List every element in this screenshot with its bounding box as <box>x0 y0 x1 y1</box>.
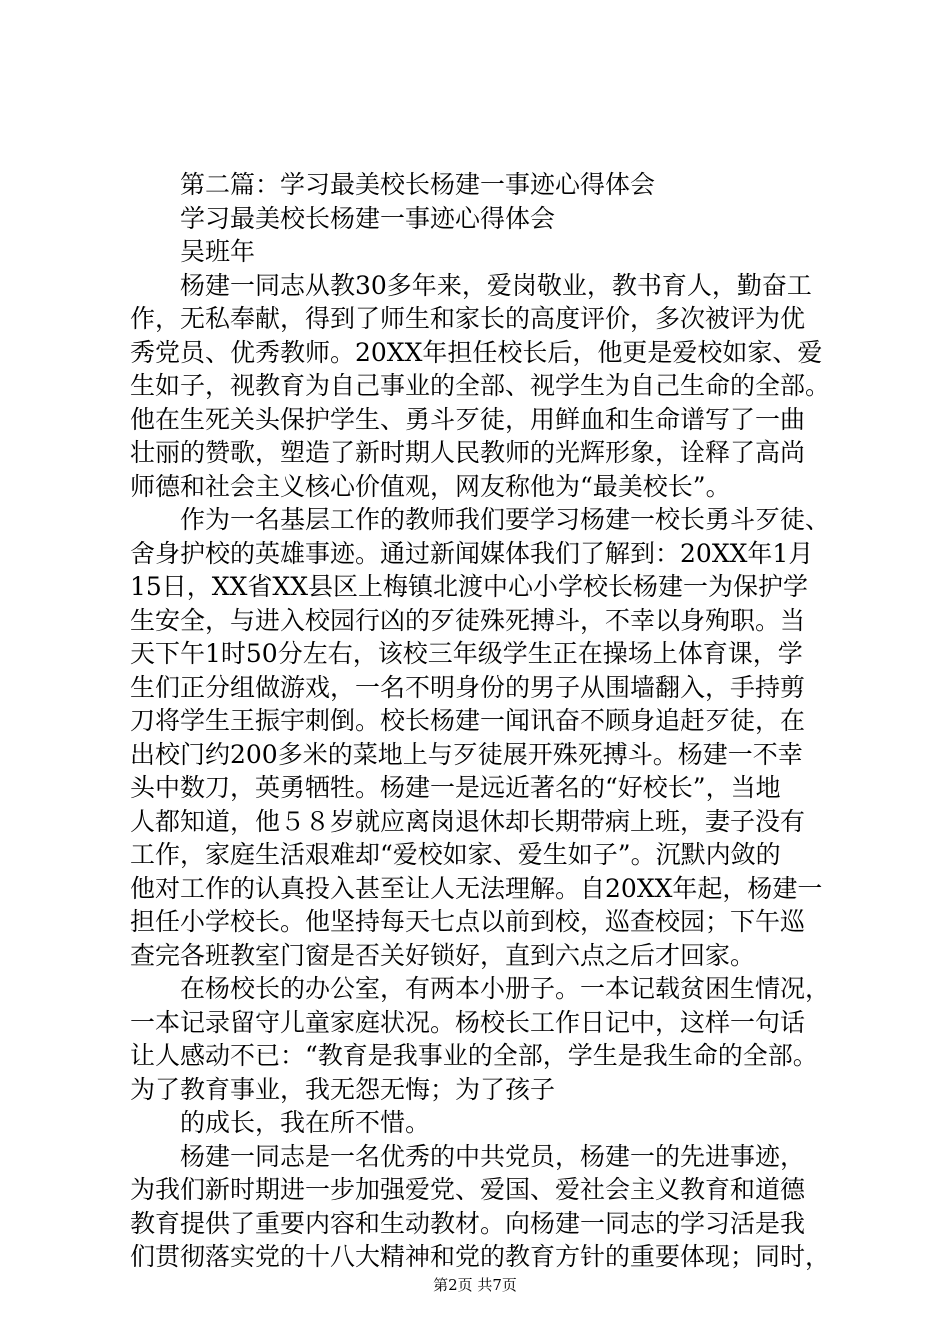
text-line: 他对工作的认真投入甚至让人无法理解。自20XX年起，杨建一 <box>130 873 823 903</box>
text-line: 担任小学校长。他坚持每天七点以前到校，巡查校园；下午巡 <box>130 907 806 936</box>
text-line: 作为一名基层工作的教师我们要学习杨建一校长勇斗歹徒、 <box>130 505 831 534</box>
text-line: 秀党员、优秀教师。20XX年担任校长后，他更是爱校如家、爱 <box>130 337 823 367</box>
text-line: 让人感动不已：“教育是我事业的全部，学生是我生命的全部。 <box>130 1041 818 1070</box>
text-line: 壮丽的赞歌，塑造了新时期人民教师的光辉形象，诠释了高尚 <box>130 438 806 467</box>
text-line: 教育提供了重要内容和生动教材。向杨建一同志的学习活是我 <box>130 1208 806 1238</box>
text-line: 师德和社会主义核心价值观，网友称他为“最美校长”。 <box>130 471 731 501</box>
author-line: 吴班年 <box>130 237 256 266</box>
heading-line: 第二篇：学习最美校长杨建一事迹心得体会 <box>130 170 656 199</box>
text-line: 查完各班教室门窗是否关好锁好，直到六点之后才回家。 <box>130 940 756 970</box>
text-line: 头中数刀，英勇牺牲。杨建一是远近著名的“好校长”，当地 <box>130 773 781 802</box>
text-line: 为我们新时期进一步加强爱党、爱国、爱社会主义教育和道德 <box>130 1175 806 1204</box>
text-line: 他在生死关头保护学生、勇斗歹徒，用鲜血和生命谱写了一曲 <box>130 404 806 434</box>
text-line: 工作，家庭生活艰难却“爱校如家、爱生如子”。沉默内敛的 <box>130 840 781 869</box>
document-body <box>130 168 850 1274</box>
text-line: 舍身护校的英雄事迹。通过新闻媒体我们了解到：20XX年1月 <box>130 538 814 568</box>
text-line: 杨建一同志是一名优秀的中共党员，杨建一的先进事迹， <box>130 1141 806 1171</box>
page-number-footer: 第2页 共7页 <box>433 1276 517 1294</box>
text-line: 生如子，视教育为自己事业的全部、视学生为自己生命的全部。 <box>130 371 831 400</box>
text-line: 作，无私奉献，得到了师生和家长的高度评价，多次被评为优 <box>130 304 806 333</box>
text-line: 杨建一同志从教30多年来，爱岗敬业，教书育人，勤奋工 <box>130 270 812 300</box>
text-line: 15日，XX省XX县区上梅镇北渡中心小学校长杨建一为保护学 <box>130 572 809 601</box>
title-line: 学习最美校长杨建一事迹心得体会 <box>130 203 556 233</box>
text-line: 为了教育事业，我无怨无悔；为了孩子 <box>130 1074 556 1104</box>
text-line: 在杨校长的办公室，有两本小册子。一本记载贫困生情况， <box>130 974 831 1003</box>
text-line: 一本记录留守儿童家庭状况。杨校长工作日记中，这样一句话 <box>130 1007 806 1037</box>
text-line: 们贯彻落实党的十八大精神和党的教育方针的重要体现；同时， <box>130 1242 831 1271</box>
text-line: 人都知道，他５８岁就应离岗退休却长期带病上班，妻子没有 <box>130 806 806 836</box>
text-line: 生安全，与进入校园行凶的歹徒殊死搏斗，不幸以身殉职。当 <box>130 605 806 635</box>
text-line: 天下午1时50分左右，该校三年级学生正在操场上体育课，学 <box>130 639 803 668</box>
text-line: 生们正分组做游戏，一名不明身份的男子从围墙翻入，手持剪 <box>130 672 806 702</box>
text-line: 刀将学生王振宇刺倒。校长杨建一闻讯奋不顾身追赶歹徒，在 <box>130 706 806 735</box>
text-line: 的成长，我在所不惜。 <box>130 1108 431 1137</box>
text-line: 出校门约200多米的菜地上与歹徒展开殊死搏斗。杨建一不幸 <box>130 739 803 769</box>
